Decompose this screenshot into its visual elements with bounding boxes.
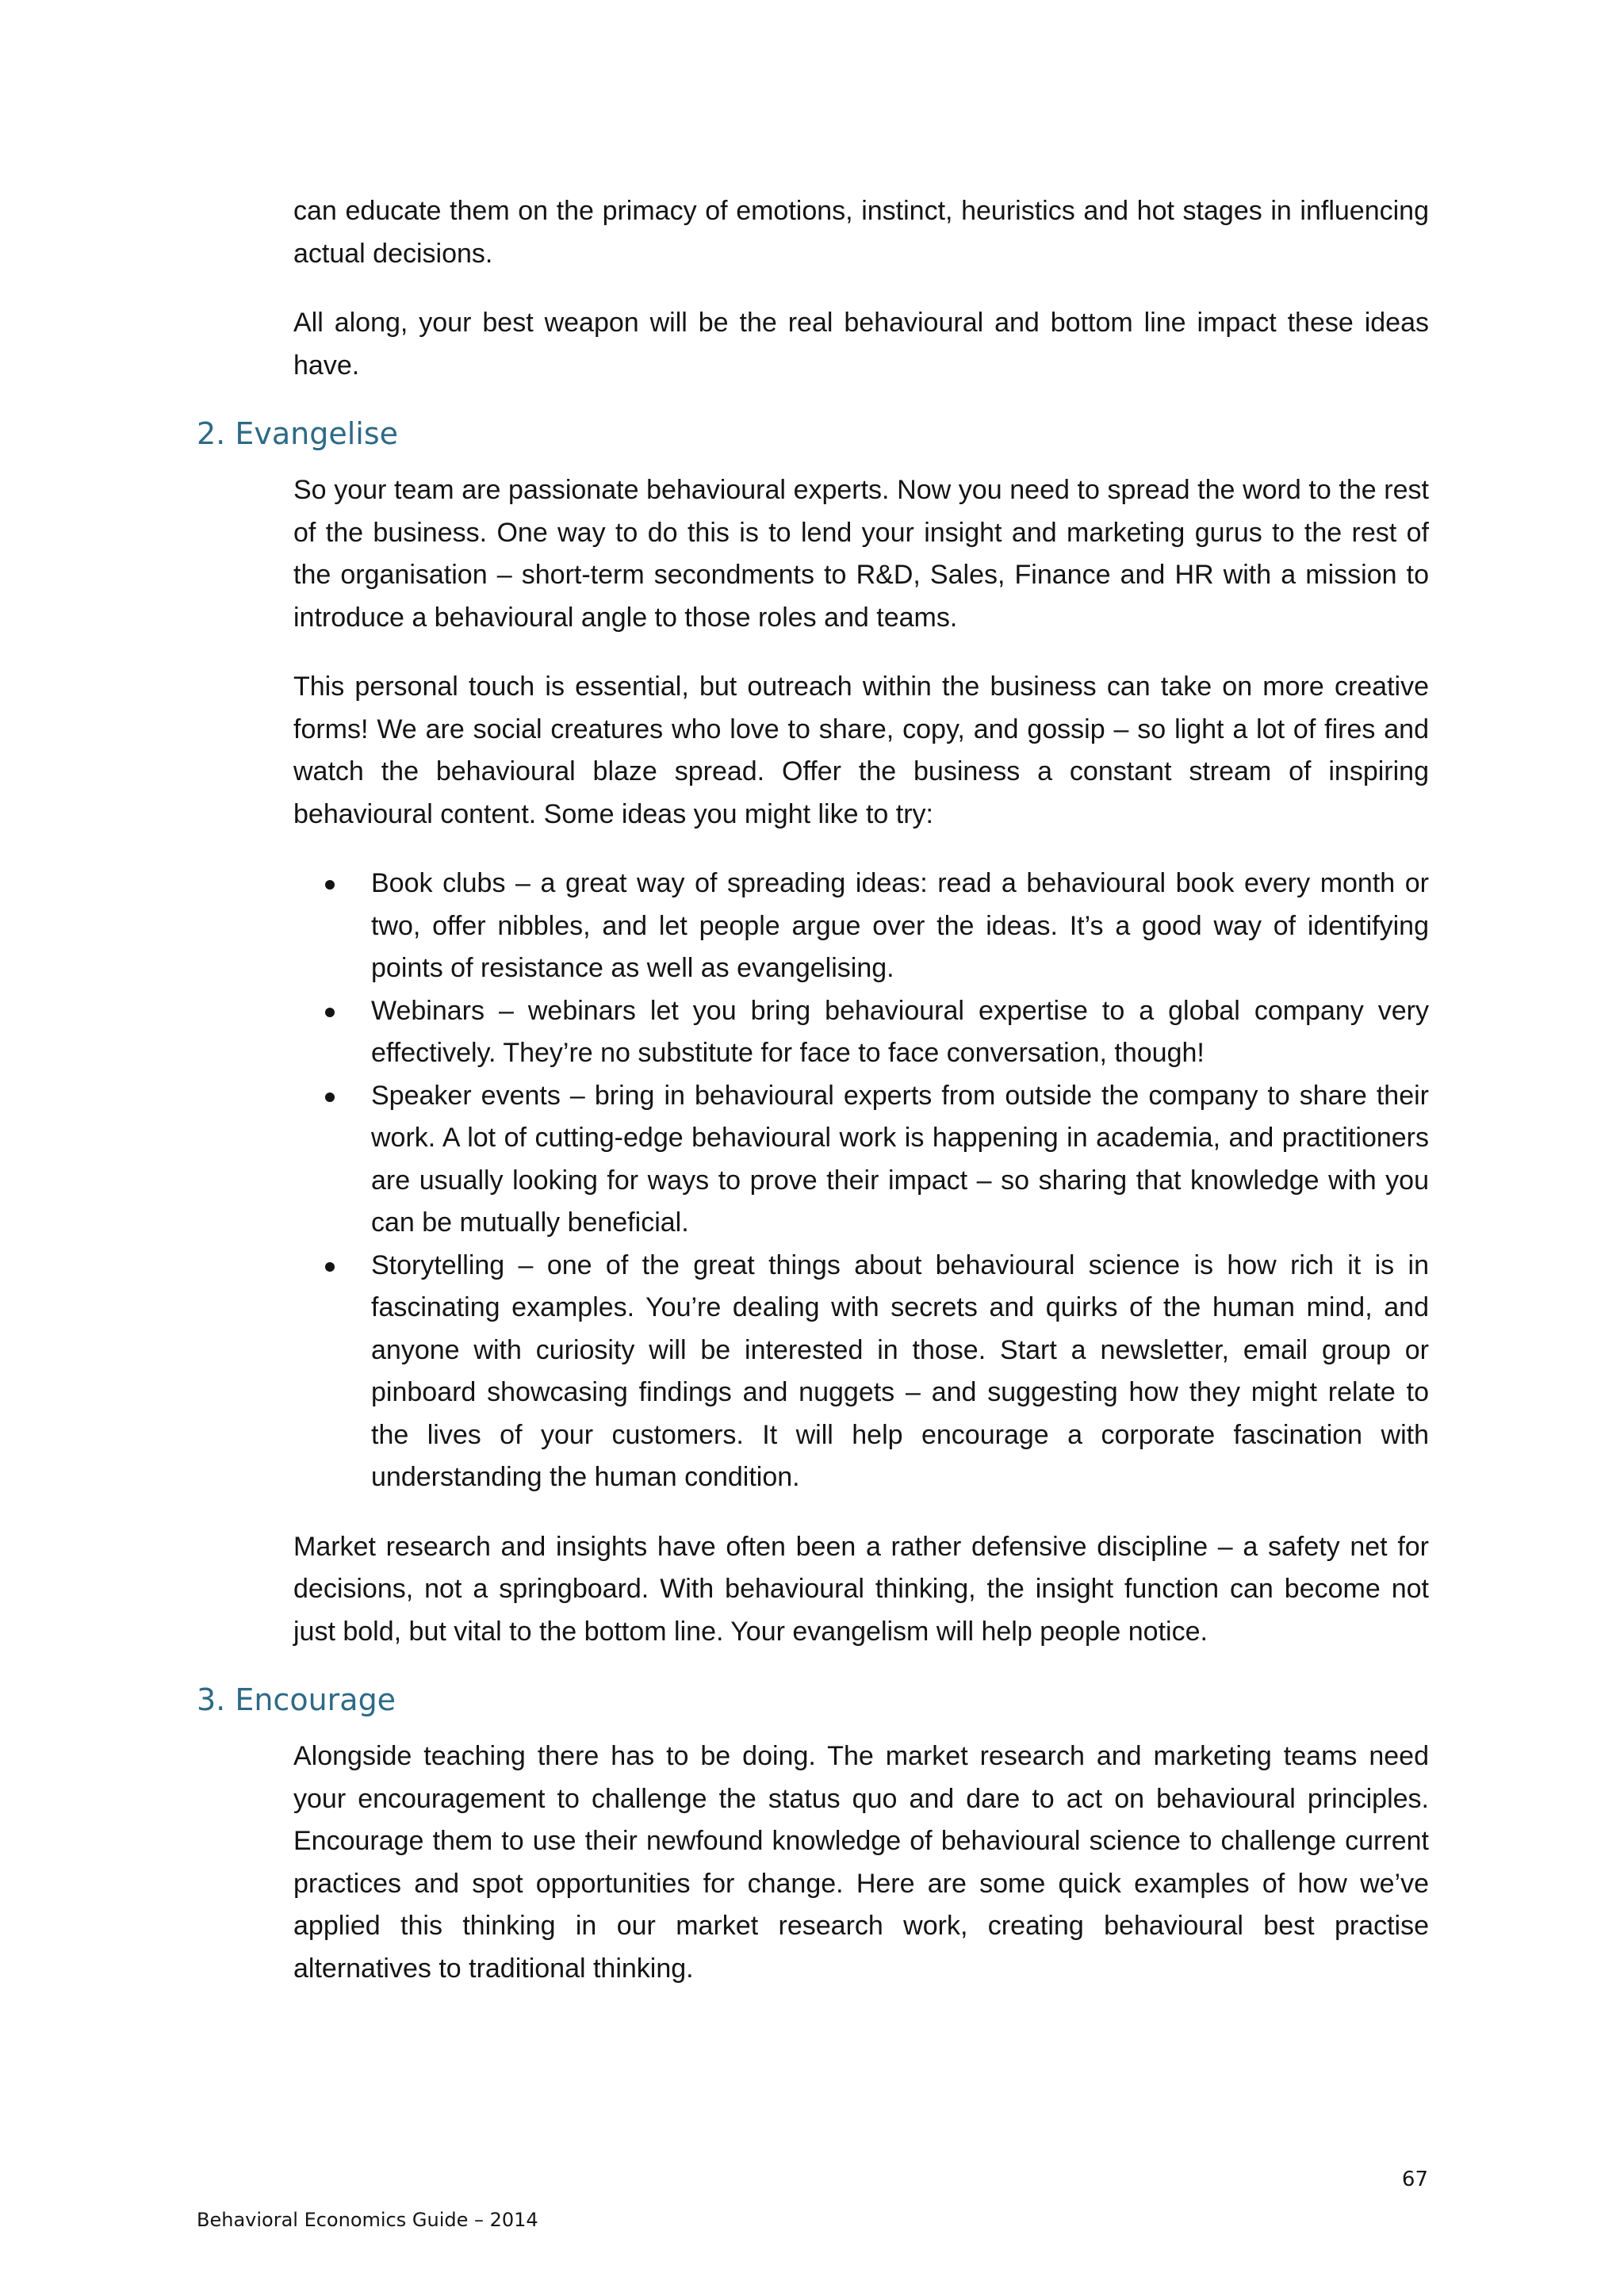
paragraph: So your team are passionate behavioural experts. Now you need to spread the word to the rest of the business. One way to do this is to lend your insight and marketing gurus to the rest of the organisation – short-term secondments to R&D, Sales, Finance and HR with a mission to introduce a behavioural angle to those roles and teams.	[293, 475, 1429, 633]
footer-text: Behavioral Economics Guide – 2014	[197, 2209, 538, 2231]
bullet-icon	[325, 880, 335, 890]
section-heading-encourage: 3. Encourage	[197, 1682, 396, 1717]
bullet-item-storytelling	[293, 1245, 1429, 1499]
bullet-item-book-clubs	[293, 863, 1429, 990]
section-heading-evangelise: 2. Evangelise	[197, 416, 398, 451]
paragraph: This personal touch is essential, but outreach within the business can take on more creative forms! We are social creatures who love to share, copy, and gossip – so light a lot of fires and watch the behavioural blaze spread. Offer the business a constant stream of inspiring behavioural content. Some ideas you might like to try:	[293, 672, 1429, 829]
bullet-item-webinars	[293, 990, 1429, 1075]
ideas-bullet-list	[293, 863, 1429, 1499]
page-number: 67	[1401, 2168, 1428, 2191]
bullet-icon	[325, 1093, 335, 1102]
bullet-text: Book clubs – a great way of spreading ideas: read a behavioural book every month or two, offer nibbles, and let people argue over the ideas. It’s a good way of identifying points of resistance as well as evangelising.	[371, 868, 1429, 983]
bullet-icon	[325, 1008, 335, 1017]
bullet-item-speaker-events	[293, 1075, 1429, 1245]
bullet-text: Webinars – webinars let you bring behavioural expertise to a global company very effectively. They’re no substitute for face to face conversation, though!	[371, 995, 1429, 1068]
bullet-text: Storytelling – one of the great things about behavioural science is how rich it is in fascinating examples. You’re dealing with secrets and quirks of the human mind, and anyone with curiosity will be interested in those. Start a newsletter, email group or pinboard showcasing findings and nuggets – and suggesting how they might relate to the lives of your customers. It will help encourage a corporate fascination with understanding the human condition.	[371, 1249, 1429, 1492]
paragraph: can educate them on the primacy of emotions, instinct, heuristics and hot stages in influencing actual decisions.	[293, 196, 1429, 269]
paragraph: Market research and insights have often been a rather defensive discipline – a safety net for decisions, not a springboard. With behavioural thinking, the insight function can become not just bold, but vital to the bottom line. Your evangelism will help people notice.	[293, 1531, 1429, 1647]
paragraph: All along, your best weapon will be the real behavioural and bottom line impact these ideas have.	[293, 308, 1429, 381]
bullet-icon	[325, 1262, 335, 1272]
paragraph: Alongside teaching there has to be doing. The market research and marketing teams need your encouragement to challenge the status quo and dare to act on behavioural principles. Encourage them to use their newfound knowledge of behavioural science to challenge current practices and spot opportunities for change. Here are some quick examples of how we’ve applied this thinking in our market research work, creating behavioural best practise alternatives to traditional thinking.	[293, 1741, 1429, 1984]
page-content	[197, 190, 1429, 2017]
bullet-text: Speaker events – bring in behavioural experts from outside the company to share their work. A lot of cutting-edge behavioural work is happening in academia, and practitioners are usually looking for ways to prove their impact – so sharing that knowledge with you can be mutually beneficial.	[371, 1080, 1429, 1238]
